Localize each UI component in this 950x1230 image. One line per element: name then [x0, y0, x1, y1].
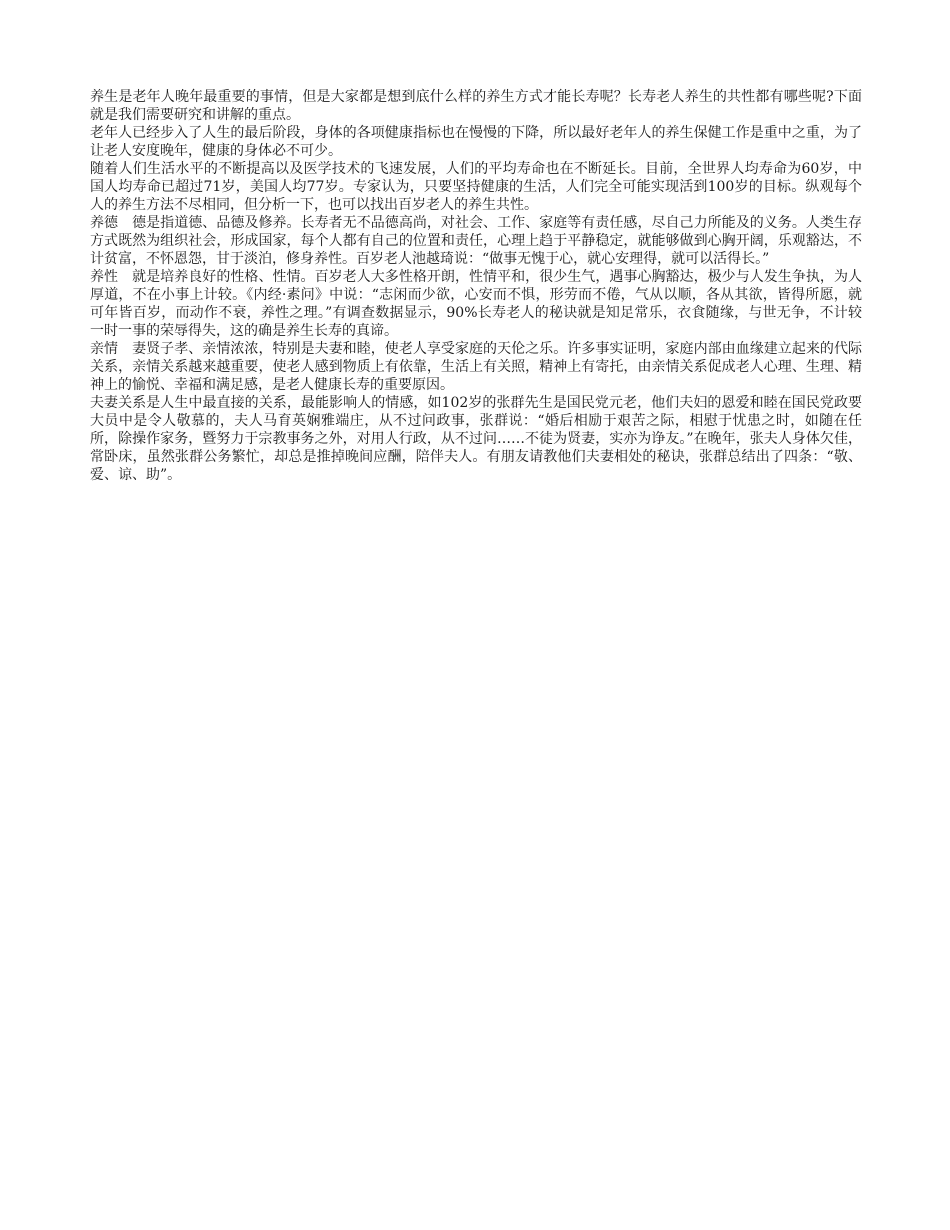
document-body [90, 88, 862, 484]
paragraph-qinqing: 亲情 妻贤子孝、亲情浓浓，特别是夫妻和睦，使老人享受家庭的天伦之乐。许多事实证明，家庭内部由血缘建立起来的代际关系，亲情关系越来越重要，使老人感到物质上有依靠，生活上有关照，精神上有寄托，由亲情关系促成老人心理、生理、精神上的愉悦、幸福和满足感，是老人健康长寿的重要原因。 [90, 341, 862, 393]
paragraph-yangxing: 养性 就是培养良好的性格、性情。百岁老人大多性格开朗，性情平和，很少生气，遇事心胸豁达，极少与人发生争执，为人厚道，不在小事上计较。《内经·素问》中说：“志闲而少欲，心安而不惧，形劳而不倦，气从以顺，各从其欲，皆得所愿，就可年皆百岁，而动作不衰，养性之理。”有调查数据显示，90%长寿老人的秘诀就是知足常乐，衣食随缘，与世无争，不计较一时一事的荣辱得失，这的确是养生长寿的真谛。 [90, 269, 862, 339]
paragraph-elderly-health: 老年人已经步入了人生的最后阶段，身体的各项健康指标也在慢慢的下降，所以最好老年人的养生保健工作是重中之重，为了让老人安度晚年，健康的身体必不可少。 [90, 125, 862, 159]
paragraph-marriage: 夫妻关系是人生中最直接的关系，最能影响人的情感，如102岁的张群先生是国民党元老，他们夫妇的恩爱和睦在国民党政要大员中是令人敬慕的，夫人马育英娴雅端庄，从不过问政事，张群说：“婚后相励于艰苦之际，相慰于忧患之时，如随在任所，除操作家务，暨努力于宗教事务之外，对用人行政，从不过问……不徒为贤妻，实亦为诤友。”在晚年，张夫人身体欠佳，常卧床，虽然张群公务繁忙，却总是推掉晚间应酬，陪伴夫人。有朋友请教他们夫妻相处的秘诀，张群总结出了四条：“敬、爱、谅、助”。 [90, 395, 862, 483]
paragraph-intro: 养生是老年人晚年最重要的事情，但是大家都是想到底什么样的养生方式才能长寿呢？长寿老人养生的共性都有哪些呢?下面就是我们需要研究和讲解的重点。 [90, 89, 862, 123]
paragraph-yangde: 养德 德是指道德、品德及修养。长寿者无不品德高尚，对社会、工作、家庭等有责任感，尽自己力所能及的义务。人类生存方式既然为组织社会，形成国家，每个人都有自己的位置和责任，心理上趋于平静稳定，就能够做到心胸开阔，乐观豁达，不计贫富，不怀恩怨，甘于淡泊，修身养性。百岁老人池越琦说：“做事无愧于心，就心安理得，就可以活得长。” [90, 215, 862, 267]
paragraph-life-expectancy: 随着人们生活水平的不断提高以及医学技术的飞速发展，人们的平均寿命也在不断延长。目前，全世界人均寿命为60岁，中国人均寿命已超过71岁，美国人均77岁。专家认为，只要坚持健康的生活，人们完全可能实现活到100岁的目标。纵观每个人的养生方法不尽相同，但分析一下，也可以找出百岁老人的养生共性。 [90, 161, 862, 213]
